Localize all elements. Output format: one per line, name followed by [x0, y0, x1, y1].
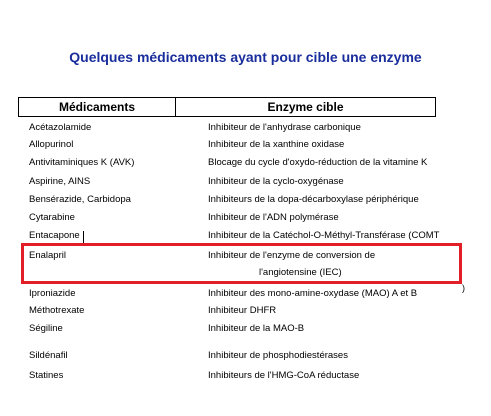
enzyme-cell: Inhibiteurs de la dopa-décarboxylase périphérique [208, 194, 419, 205]
table-header [18, 97, 436, 117]
enzyme-cell: Inhibiteur de la Catéchol-O-Méthyl-Transférase (COMT [208, 230, 440, 241]
enzyme-cell: Blocage du cycle d'oxydo-réduction de la vitamine K [208, 157, 428, 168]
enzyme-cell: Inhibiteur de l'enzyme de conversion de [208, 250, 376, 261]
drug-cell: Acétazolamide [29, 122, 92, 133]
header-enzyme: Enzyme cible [267, 100, 344, 114]
drug-cell: Ségiline [29, 323, 63, 334]
enzyme-cell: Inhibiteur de la xanthine oxidase [208, 139, 345, 150]
drug-cell: Sildénafil [29, 350, 68, 361]
drug-cell: Allopurinol [29, 139, 74, 150]
enzyme-cell: Inhibiteur des mono-amine-oxydase (MAO) A et B [208, 288, 418, 299]
enzyme-cell: Inhibiteur de la MAO-B [208, 323, 305, 334]
drug-cell: Cytarabine [29, 212, 75, 223]
page-title: Quelques médicaments ayant pour cible une enzyme [69, 49, 422, 65]
drug-cell: Entacapone [29, 230, 80, 241]
drug-cell: Enalapril [29, 250, 66, 261]
enzyme-cell: Inhibiteur de la cyclo-oxygénase [208, 176, 344, 187]
enzyme-cell: Inhibiteur de phosphodiestérases [208, 350, 348, 361]
drug-cell: Iproniazide [29, 288, 76, 299]
enzyme-cell: Inhibiteur de l'anhydrase carbonique [208, 122, 361, 133]
enzyme-cell-line2: l'angiotensine (IEC) [259, 267, 342, 278]
drug-cell: Statines [29, 370, 64, 381]
drug-cell: Bensérazide, Carbidopa [29, 194, 131, 205]
enzyme-cell: Inhibiteurs de l'HMG-CoA réductase [208, 370, 360, 381]
drug-cell: Méthotrexate [29, 305, 85, 316]
stray-paren: ) [462, 283, 465, 293]
highlight-box [21, 243, 462, 284]
enzyme-cell: Inhibiteur de l'ADN polymérase [208, 212, 339, 223]
enzyme-cell: Inhibiteur DHFR [208, 305, 277, 316]
header-medicaments: Médicaments [58, 100, 136, 114]
text-cursor [83, 231, 84, 243]
drug-cell: Antivitaminiques K (AVK) [29, 157, 135, 168]
drug-cell: Aspirine, AINS [29, 176, 91, 187]
